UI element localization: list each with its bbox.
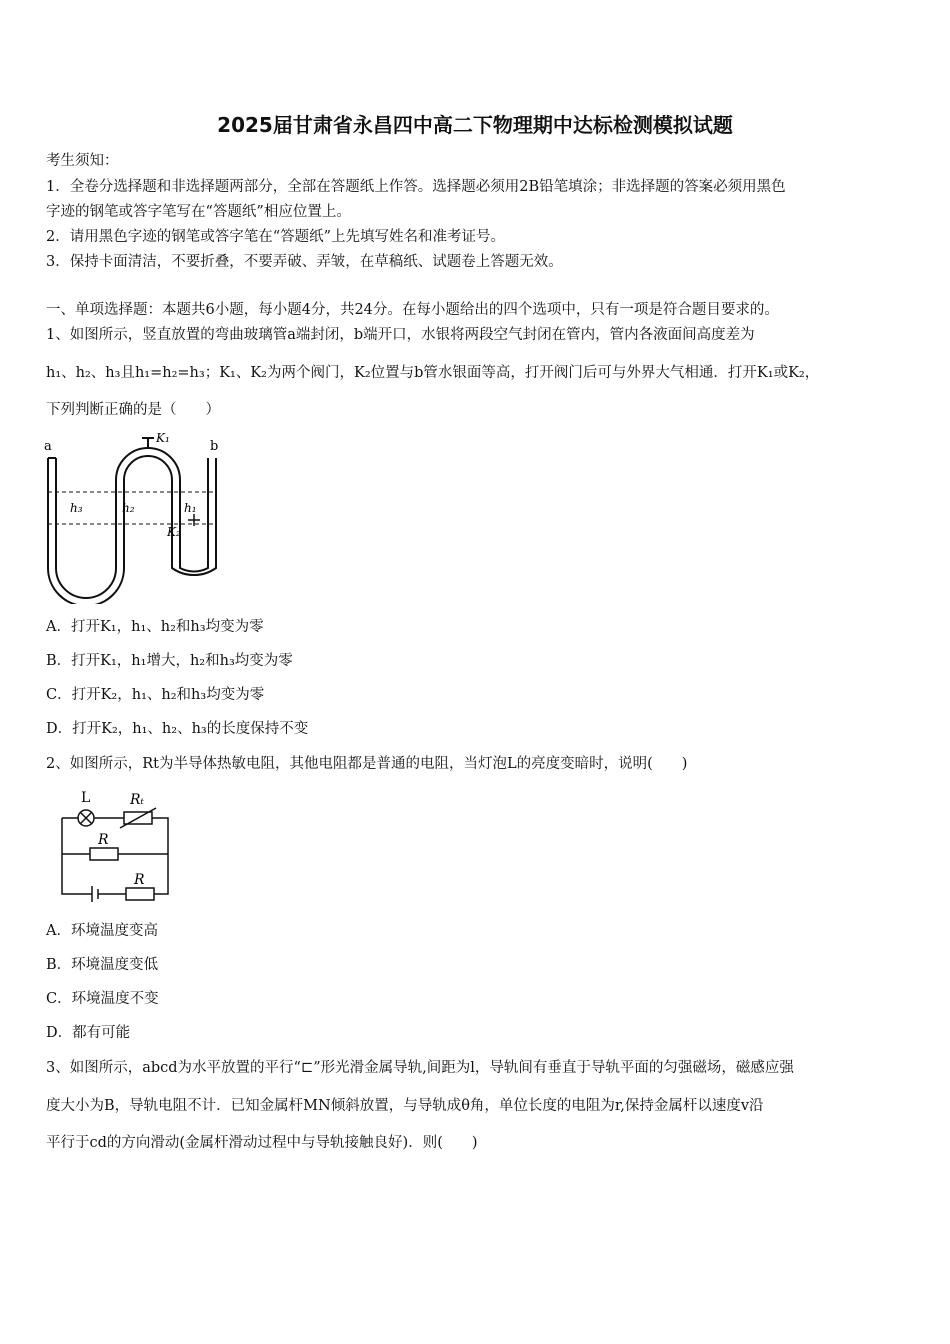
question-2-option-b: B．环境温度变低 — [46, 957, 159, 973]
question-2-option-a: A．环境温度变高 — [46, 923, 158, 939]
question-1-text: 1、如图所示，竖直放置的弯曲玻璃管a端封闭，b端开口，水银将两段空气封闭在管内，管内各液面间高度差为 — [46, 327, 755, 343]
question-1-option-c: C．打开K₂，h₁、h₂和h₃均变为零 — [46, 687, 265, 703]
circuit-figure — [54, 788, 178, 904]
label-lamp: L — [81, 790, 91, 806]
question-1-text: 下列判断正确的是（ ） — [46, 402, 220, 418]
question-2-text: 2、如图所示，Rt为半导体热敏电阻，其他电阻都是普通的电阻，当灯泡L的亮度变暗时，说明( ) — [46, 756, 688, 772]
page-title: 2025届甘肃省永昌四中高二下物理期中达标检测模拟试题 — [217, 113, 733, 137]
label-h1: h₁ — [184, 501, 197, 515]
label-a: a — [44, 439, 52, 454]
u-tube-figure — [40, 428, 230, 604]
question-1-option-a: A．打开K₁，h₁、h₂和h₃均变为零 — [46, 619, 264, 635]
notice-heading: 考生须知： — [46, 153, 119, 169]
question-3-text: 度大小为B，导轨电阻不计．已知金属杆MN倾斜放置，与导轨成θ角，单位长度的电阻为r,保持金属杆以速度v沿 — [46, 1098, 764, 1114]
question-2-option-d: D．都有可能 — [46, 1025, 131, 1041]
question-1-option-d: D．打开K₂，h₁、h₂、h₃的长度保持不变 — [46, 721, 309, 737]
label-h3: h₃ — [70, 501, 83, 515]
notice-item: 3．保持卡面清洁，不要折叠，不要弄破、弄皱，在草稿纸、试题卷上答题无效。 — [46, 254, 563, 270]
label-k1: K₁ — [156, 431, 170, 445]
notice-item: 2．请用黑色字迹的钢笔或答字笔在“答题纸”上先填写姓名和准考证号。 — [46, 229, 506, 245]
label-rt: Rₜ — [130, 792, 144, 808]
label-b: b — [210, 439, 219, 454]
question-3-text: 平行于cd的方向滑动(金属杆滑动过程中与导轨接触良好)．则( ) — [46, 1135, 478, 1151]
label-r1: R — [98, 832, 109, 848]
question-1-option-b: B．打开K₁，h₁增大，h₂和h₃均变为零 — [46, 653, 293, 669]
question-2-option-c: C．环境温度不变 — [46, 991, 159, 1007]
label-h2: h₂ — [122, 501, 135, 515]
question-1-text: h₁、h₂、h₃且h₁=h₂=h₃；K₁、K₂为两个阀门，K₂位置与b管水银面等高，打开阀门后可与外界大气相通．打开K₁或K₂， — [46, 365, 820, 381]
notice-item: 字迹的钢笔或答字笔写在“答题纸”相应位置上。 — [46, 204, 351, 220]
label-r2: R — [134, 872, 145, 888]
notice-item: 1．全卷分选择题和非选择题两部分，全部在答题纸上作答。选择题必须用2B铅笔填涂；非选择题的答案必须用黑色 — [46, 179, 786, 195]
section-heading: 一、单项选择题：本题共6小题，每小题4分，共24分。在每小题给出的四个选项中，只有一项是符合题目要求的。 — [46, 302, 779, 318]
question-3-text: 3、如图所示，abcd为水平放置的平行“⊏”形光滑金属导轨,间距为l，导轨间有垂直于导轨平面的匀强磁场，磁感应强 — [46, 1060, 794, 1076]
label-k2: K₂ — [167, 525, 181, 539]
